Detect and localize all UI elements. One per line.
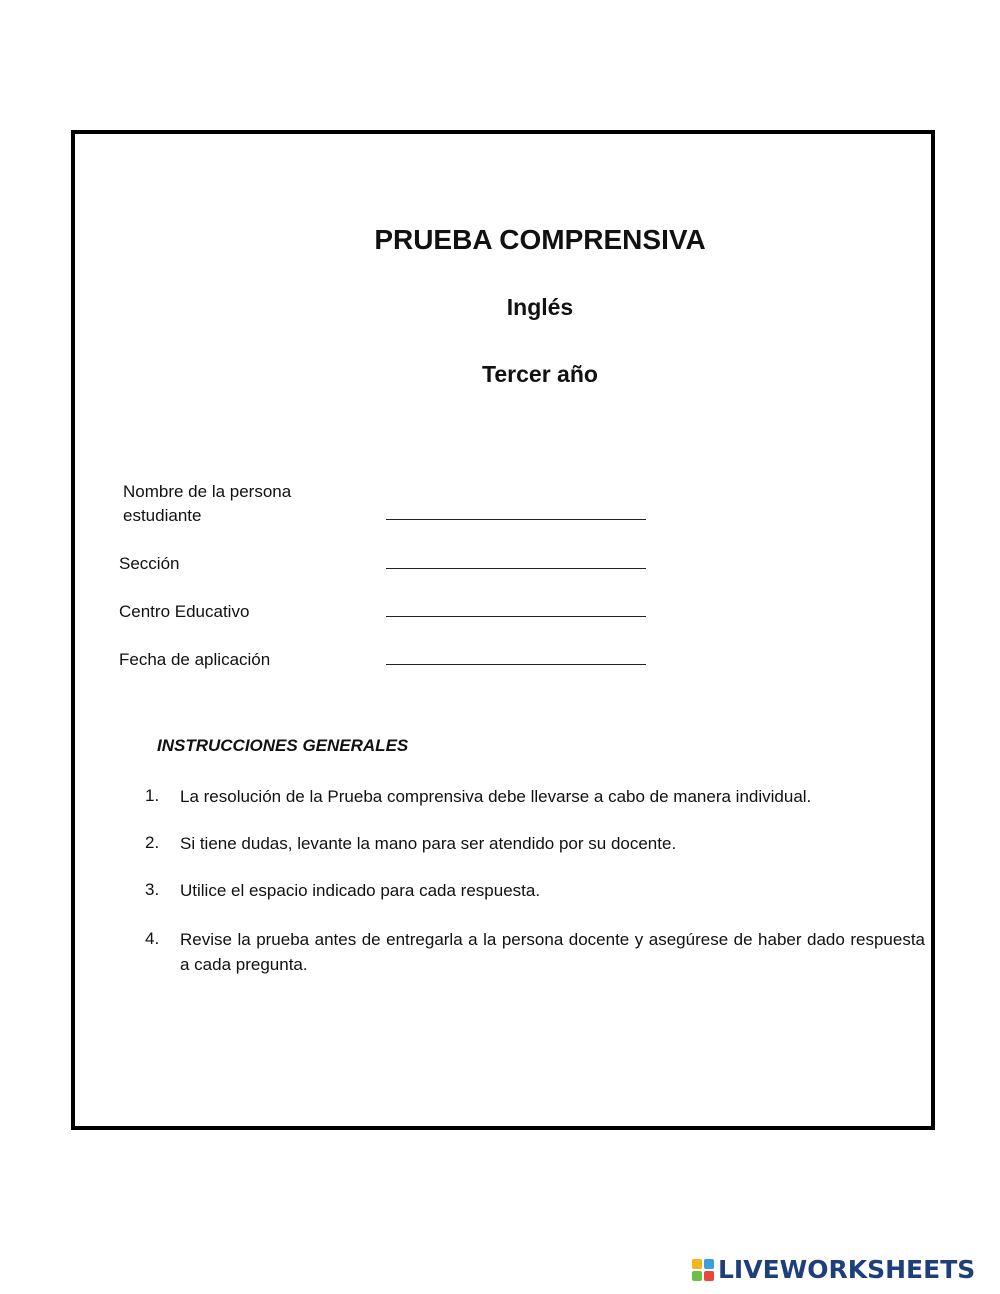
section-field[interactable]	[386, 568, 646, 569]
school-field[interactable]	[386, 616, 646, 617]
instruction-number: 3.	[145, 880, 160, 899]
page-border	[71, 130, 935, 1130]
instruction-number: 4.	[145, 929, 160, 948]
logo-square-red	[704, 1271, 714, 1281]
instruction-number: 1.	[145, 786, 160, 805]
liveworksheets-logo-icon	[692, 1259, 714, 1281]
logo-square-blue	[704, 1259, 714, 1269]
instruction-item: Si tiene dudas, levante la mano para ser atendido por su docente.	[180, 834, 677, 853]
student-name-label-line1: Nombre de la persona	[123, 482, 292, 501]
subject-heading: Inglés	[506, 294, 574, 320]
school-label: Centro Educativo	[119, 602, 250, 621]
liveworksheets-wordmark: LIVEWORKSHEETS	[718, 1255, 976, 1284]
instruction-item: La resolución de la Prueba comprensiva debe llevarse a cabo de manera individual.	[180, 787, 812, 806]
logo-square-yellow	[692, 1259, 702, 1269]
student-name-label	[123, 480, 291, 528]
instruction-item: Utilice el espacio indicado para cada respuesta.	[180, 881, 541, 900]
date-field[interactable]	[386, 664, 646, 665]
page-title: PRUEBA COMPRENSIVA	[374, 224, 706, 255]
instruction-number: 2.	[145, 833, 160, 852]
date-label: Fecha de aplicación	[119, 650, 271, 669]
student-name-field[interactable]	[386, 519, 646, 520]
liveworksheets-brand[interactable]	[692, 1255, 975, 1284]
grade-heading: Tercer año	[482, 361, 598, 387]
logo-square-green	[692, 1271, 702, 1281]
instructions-heading: INSTRUCCIONES GENERALES	[157, 736, 409, 755]
section-label: Sección	[119, 554, 180, 573]
student-name-label-line2: estudiante	[123, 506, 202, 525]
instruction-item: Revise la prueba antes de entregarla a la persona docente y asegúrese de haber dado respuesta a cada pregunta.	[180, 930, 925, 974]
